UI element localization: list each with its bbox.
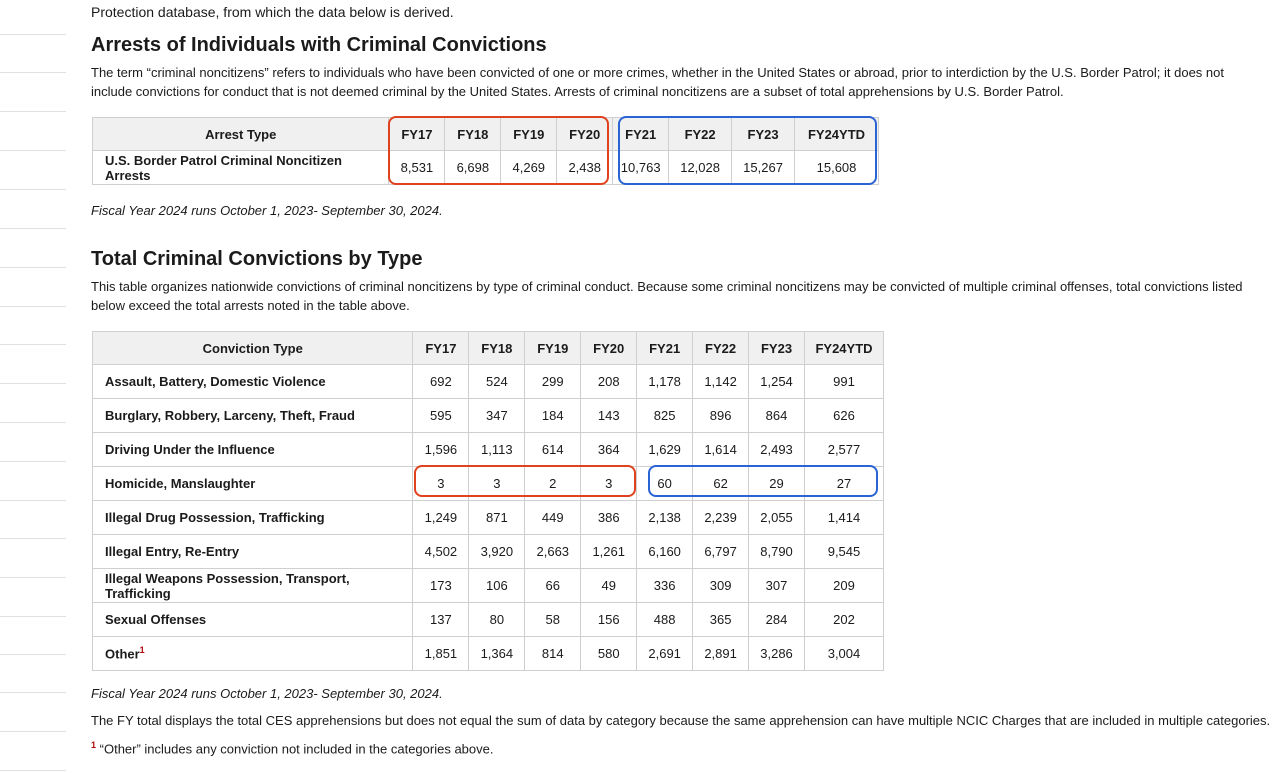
convictions-table — [92, 331, 884, 671]
table-row — [93, 535, 884, 569]
table-cell: 2,239 — [693, 501, 749, 535]
table-cell: 307 — [749, 569, 805, 603]
table-row — [93, 467, 884, 501]
column-header: FY17 — [389, 118, 445, 151]
table-cell: 347 — [469, 399, 525, 433]
row-label-text: Other — [105, 646, 140, 662]
table-cell: 1,414 — [805, 501, 884, 535]
row-label: Burglary, Robbery, Larceny, Theft, Fraud — [93, 399, 413, 433]
table-cell: 580 — [581, 637, 637, 671]
row-label: Driving Under the Influence — [93, 433, 413, 467]
table-cell: 364 — [581, 433, 637, 467]
table-cell: 386 — [581, 501, 637, 535]
table-cell: 3,920 — [469, 535, 525, 569]
table-header-row — [93, 332, 884, 365]
column-header: FY23 — [749, 332, 805, 365]
table-cell: 614 — [525, 433, 581, 467]
table-cell: 825 — [637, 399, 693, 433]
table-cell: 1,851 — [413, 637, 469, 671]
row-label: U.S. Border Patrol Criminal Noncitizen Arrests — [93, 151, 389, 185]
sidebar-nav — [0, 0, 66, 773]
table-cell: 3 — [413, 467, 469, 501]
table-cell: 2,663 — [525, 535, 581, 569]
table-cell: 29 — [749, 467, 805, 501]
column-header: Arrest Type — [93, 118, 389, 151]
table-cell: 12,028 — [669, 151, 732, 185]
arrests-table — [92, 117, 879, 185]
table-cell: 1,261 — [581, 535, 637, 569]
row-label: Illegal Weapons Possession, Transport, Trafficking — [93, 569, 413, 603]
table-cell: 2 — [525, 467, 581, 501]
table-cell: 208 — [581, 365, 637, 399]
row-label: Illegal Drug Possession, Trafficking — [93, 501, 413, 535]
table-row — [93, 603, 884, 637]
table-row — [93, 637, 884, 671]
table-cell: 2,138 — [637, 501, 693, 535]
table-cell: 173 — [413, 569, 469, 603]
table-cell: 49 — [581, 569, 637, 603]
fiscal-year-note: Fiscal Year 2024 runs October 1, 2023- September 30, 2024. — [91, 686, 443, 701]
row-label: Assault, Battery, Domestic Violence — [93, 365, 413, 399]
row-label — [93, 637, 413, 671]
fy-total-note: The FY total displays the total CES apprehensions but does not equal the sum of data by category because the same apprehension can have multiple NCIC Charges that are included in multiple categories. — [91, 713, 1271, 728]
table-cell: 336 — [637, 569, 693, 603]
column-header: FY18 — [445, 118, 501, 151]
table-cell: 1,364 — [469, 637, 525, 671]
table-cell: 4,269 — [501, 151, 557, 185]
table-cell: 27 — [805, 467, 884, 501]
table-cell: 3,004 — [805, 637, 884, 671]
table-cell: 595 — [413, 399, 469, 433]
column-header: FY24YTD — [805, 332, 884, 365]
table-cell: 896 — [693, 399, 749, 433]
table-cell: 299 — [525, 365, 581, 399]
table-cell: 6,698 — [445, 151, 501, 185]
column-header: FY19 — [501, 118, 557, 151]
table-row — [93, 399, 884, 433]
footnote-text: “Other” includes any conviction not included in the categories above. — [99, 741, 494, 757]
row-label: Sexual Offenses — [93, 603, 413, 637]
fiscal-year-note: Fiscal Year 2024 runs October 1, 2023- September 30, 2024. — [91, 203, 443, 218]
table-cell: 488 — [637, 603, 693, 637]
column-header: FY20 — [581, 332, 637, 365]
table-cell: 3,286 — [749, 637, 805, 671]
table-cell: 66 — [525, 569, 581, 603]
table-cell: 6,160 — [637, 535, 693, 569]
footnote-number: 1 — [91, 740, 97, 750]
table-cell: 524 — [469, 365, 525, 399]
table-cell: 1,178 — [637, 365, 693, 399]
table-cell: 1,596 — [413, 433, 469, 467]
table-cell: 184 — [525, 399, 581, 433]
column-header: FY21 — [637, 332, 693, 365]
column-header: FY24YTD — [795, 118, 879, 151]
table-cell: 15,267 — [732, 151, 795, 185]
table-cell: 2,055 — [749, 501, 805, 535]
table-cell: 2,438 — [557, 151, 613, 185]
table-cell: 4,502 — [413, 535, 469, 569]
table-cell: 137 — [413, 603, 469, 637]
table-cell: 864 — [749, 399, 805, 433]
table-cell: 10,763 — [613, 151, 669, 185]
footnote-link[interactable]: 1 — [139, 645, 145, 656]
table-cell: 80 — [469, 603, 525, 637]
table-cell: 15,608 — [795, 151, 879, 185]
table-row — [93, 365, 884, 399]
table-cell: 2,577 — [805, 433, 884, 467]
table-cell: 58 — [525, 603, 581, 637]
table-cell: 1,614 — [693, 433, 749, 467]
table-cell: 8,531 — [389, 151, 445, 185]
table-row — [93, 151, 879, 185]
table-cell: 1,254 — [749, 365, 805, 399]
column-header: FY22 — [693, 332, 749, 365]
row-label: Homicide, Manslaughter — [93, 467, 413, 501]
table-cell: 1,113 — [469, 433, 525, 467]
table-cell: 449 — [525, 501, 581, 535]
previous-paragraph-fragment: Protection database, from which the data below is derived. — [91, 4, 454, 20]
table-cell: 60 — [637, 467, 693, 501]
table-cell: 62 — [693, 467, 749, 501]
table-cell: 692 — [413, 365, 469, 399]
table-cell: 2,493 — [749, 433, 805, 467]
section-title-arrests: Arrests of Individuals with Criminal Convictions — [91, 34, 547, 56]
column-header: FY20 — [557, 118, 613, 151]
table-cell: 9,545 — [805, 535, 884, 569]
table-cell: 209 — [805, 569, 884, 603]
table-cell: 626 — [805, 399, 884, 433]
table-cell: 365 — [693, 603, 749, 637]
column-header: FY19 — [525, 332, 581, 365]
column-header: FY23 — [732, 118, 795, 151]
table-cell: 156 — [581, 603, 637, 637]
column-header: FY21 — [613, 118, 669, 151]
table-cell: 202 — [805, 603, 884, 637]
footnote — [91, 740, 493, 756]
row-label: Illegal Entry, Re-Entry — [93, 535, 413, 569]
table-cell: 3 — [581, 467, 637, 501]
table-cell: 871 — [469, 501, 525, 535]
table-cell: 814 — [525, 637, 581, 671]
table-cell: 991 — [805, 365, 884, 399]
table-row — [93, 569, 884, 603]
table-cell: 6,797 — [693, 535, 749, 569]
table-cell: 106 — [469, 569, 525, 603]
table-cell: 8,790 — [749, 535, 805, 569]
table-cell: 309 — [693, 569, 749, 603]
column-header: FY17 — [413, 332, 469, 365]
table-header-row — [93, 118, 879, 151]
table-row — [93, 501, 884, 535]
section-title-convictions: Total Criminal Convictions by Type — [91, 248, 423, 270]
table-cell: 284 — [749, 603, 805, 637]
table-cell: 2,691 — [637, 637, 693, 671]
table-cell: 2,891 — [693, 637, 749, 671]
section-description-convictions: This table organizes nationwide convictions of criminal noncitizens by type of criminal conduct. Because some criminal noncitizens may be convicted of multiple criminal offenses, total convictions listed below exceed the total arrests noted in the table above. — [91, 279, 1243, 313]
column-header: Conviction Type — [93, 332, 413, 365]
table-cell: 143 — [581, 399, 637, 433]
column-header: FY22 — [669, 118, 732, 151]
section-description-arrests: The term “criminal noncitizens” refers to individuals who have been convicted of one or more crimes, whether in the United States or abroad, prior to interdiction by the U.S. Border Patrol; it does not include convictions for conduct that is not deemed criminal by the United States. Arrests of criminal noncitizens are a subset of total apprehensions by U.S. Border Patrol. — [91, 65, 1224, 99]
table-row — [93, 433, 884, 467]
table-cell: 1,249 — [413, 501, 469, 535]
table-cell: 3 — [469, 467, 525, 501]
table-cell: 1,142 — [693, 365, 749, 399]
column-header: FY18 — [469, 332, 525, 365]
table-cell: 1,629 — [637, 433, 693, 467]
